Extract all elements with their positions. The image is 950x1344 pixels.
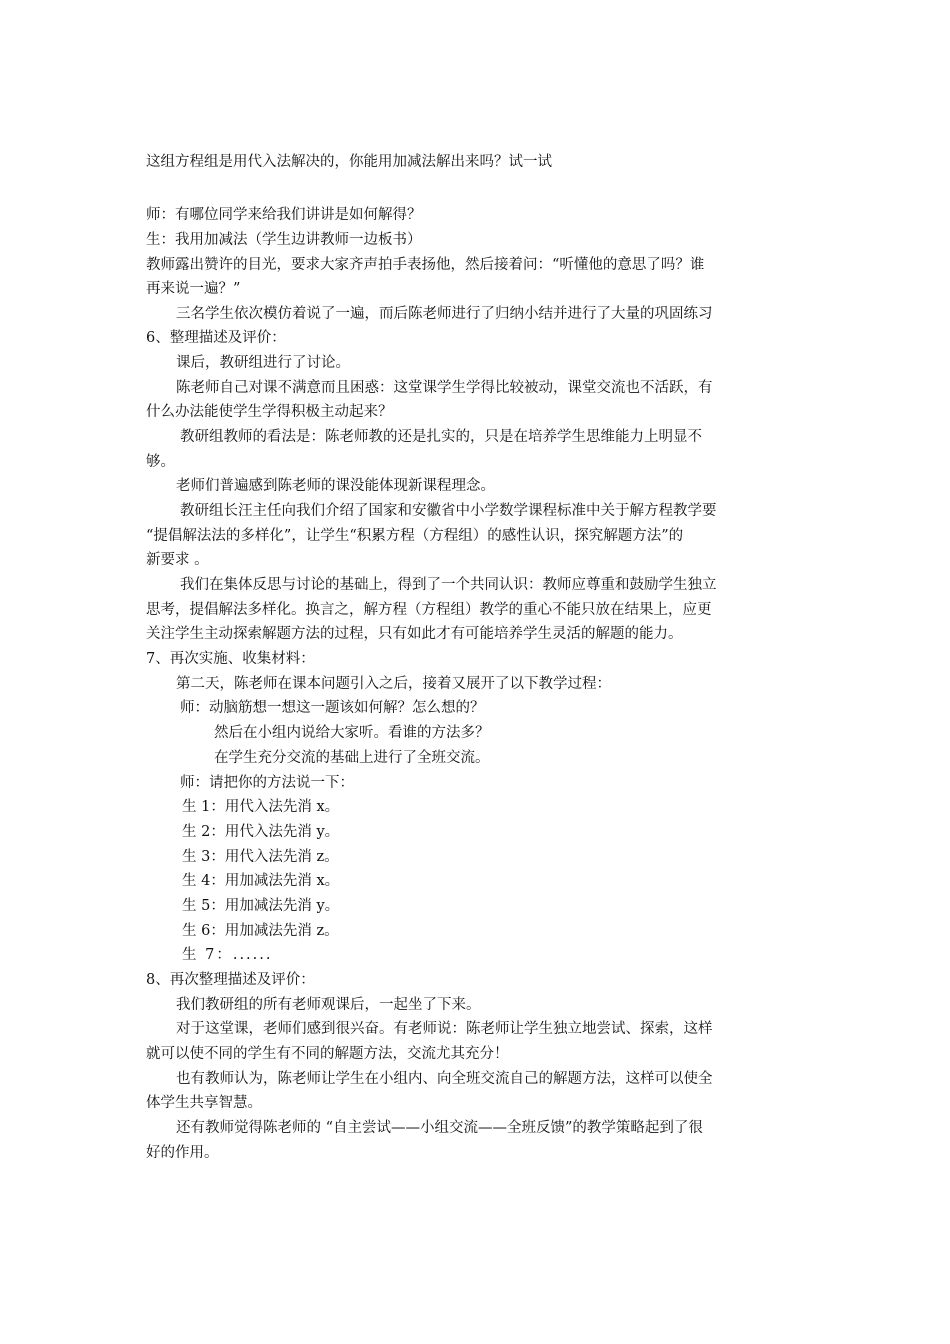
list-item: 生 4：用加减法先消 x。 <box>182 873 340 889</box>
list-item: 生 3：用代入法先消 z。 <box>182 849 339 865</box>
list-item: 生 6：用加减法先消 z。 <box>182 923 339 939</box>
text-line: 在学生充分交流的基础上进行了全班交流。 <box>214 750 490 766</box>
list-item: 生 7：...... <box>182 947 273 963</box>
text-line: 关注学生主动探索解题方法的过程，只有如此才有可能培养学生灵活的解题的能力。 <box>146 626 683 642</box>
text-line: 教师露出赞许的目光，要求大家齐声拍手表扬他，然后接着问：“听懂他的意思了吗？谁 <box>146 257 705 273</box>
list-item: 生 1：用代入法先消 x。 <box>182 799 340 815</box>
text-line: 师：动脑筋想一想这一题该如何解？怎么想的？ <box>180 700 485 716</box>
text-line: 好的作用。 <box>146 1145 219 1161</box>
text-line: 第二天，陈老师在课本问题引入之后，接着又展开了以下教学过程： <box>176 676 611 692</box>
section-heading: 6、整理描述及评价： <box>146 330 286 346</box>
text-line: 这组方程组是用代入法解决的，你能用加减法解出来吗？试一试 <box>146 154 552 170</box>
text-line: 也有教师认为，陈老师让学生在小组内、向全班交流自己的解题方法，这样可以使全 <box>176 1071 713 1087</box>
text-line: 还有教师觉得陈老师的 “自主尝试——小组交流——全班反馈”的教学策略起到了很 <box>176 1120 703 1136</box>
text-line: 课后，教研组进行了讨论。 <box>176 355 350 371</box>
text-line: 够。 <box>146 454 175 470</box>
text-line: 我们在集体反思与讨论的基础上，得到了一个共同认识：教师应尊重和鼓励学生独立 <box>180 577 717 593</box>
list-item: 生 5：用加减法先消 y。 <box>182 898 340 914</box>
text-line: 教研组长汪主任向我们介绍了国家和安徽省中小学数学课程标准中关于解方程教学要 <box>180 503 717 519</box>
text-line: 再来说一遍？” <box>146 281 241 297</box>
text-line: 教研组教师的看法是：陈老师教的还是扎实的，只是在培养学生思维能力上明显不 <box>180 429 702 445</box>
section-heading: 7、再次实施、收集材料： <box>146 651 315 667</box>
section-heading: 8、再次整理描述及评价： <box>146 972 315 988</box>
text-line: 师：有哪位同学来给我们讲讲是如何解得？ <box>146 207 422 223</box>
text-line: 新要求 。 <box>146 552 209 568</box>
text-line: 对于这堂课，老师们感到很兴奋。有老师说：陈老师让学生独立地尝试、探索，这样 <box>176 1021 713 1037</box>
text-line: 体学生共享智慧。 <box>146 1095 262 1111</box>
text-line: 陈老师自己对课不满意而且困惑：这堂课学生学得比较被动，课堂交流也不活跃，有 <box>176 380 713 396</box>
text-line: 老师们普遍感到陈老师的课没能体现新课程理念。 <box>176 478 495 494</box>
text-line: 三名学生依次模仿着说了一遍，而后陈老师进行了归纳小结并进行了大量的巩固练习 <box>176 306 713 322</box>
text-line: 思考，提倡解法多样化。换言之，解方程（方程组）教学的重心不能只放在结果上，应更 <box>146 602 712 618</box>
text-line: “提倡解法法的多样化”，让学生“积累方程（方程组）的感性认识，探究解题方法”的 <box>146 528 684 544</box>
text-line: 我们教研组的所有老师观课后，一起坐了下来。 <box>176 997 481 1013</box>
text-line: 生：我用加减法（学生边讲教师一边板书） <box>146 232 422 248</box>
text-line: 什么办法能使学生学得积极主动起来？ <box>146 404 393 420</box>
list-item: 生 2：用代入法先消 y。 <box>182 824 340 840</box>
text-line: 师：请把你的方法说一下： <box>180 775 354 791</box>
text-line: 就可以使不同的学生有不同的解题方法，交流尤其充分！ <box>146 1046 509 1062</box>
text-line: 然后在小组内说给大家听。看谁的方法多？ <box>214 725 490 741</box>
